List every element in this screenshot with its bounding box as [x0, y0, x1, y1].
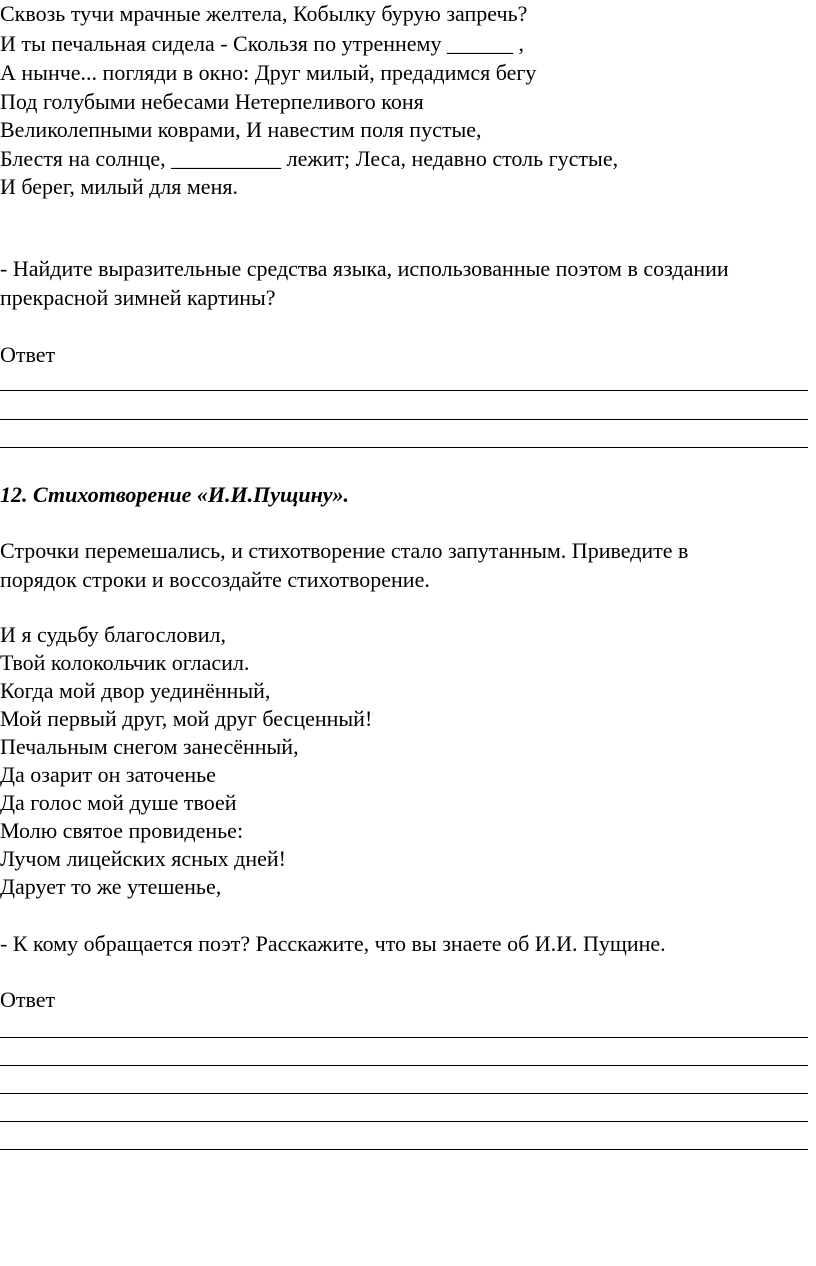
poem2-line: Дарует то же утешенье, — [0, 874, 222, 899]
poem1-line: Великолепными коврами, И навестим поля пустые, — [0, 117, 482, 142]
poem1-line: И ты печальная сидела - Скользя по утреннему ______ , — [0, 31, 524, 56]
answer1-line[interactable] — [0, 419, 808, 420]
instruction-line: порядок строки и воссоздайте стихотворение. — [0, 567, 430, 592]
poem2-line: И я судьбу благословил, — [0, 622, 226, 647]
answer2-line[interactable] — [0, 1037, 808, 1038]
poem2-line: Печальным снегом занесённый, — [0, 734, 299, 759]
answer2-line[interactable] — [0, 1121, 808, 1122]
answer2-line[interactable] — [0, 1065, 808, 1066]
poem2-line: Когда мой двор уединённый, — [0, 678, 271, 703]
answer2-line[interactable] — [0, 1093, 808, 1094]
question1-line: - Найдите выразительные средства языка, использованные поэтом в создании — [0, 256, 729, 281]
answer2-line[interactable] — [0, 1149, 808, 1150]
poem2-line: Лучом лицейских ясных дней! — [0, 846, 286, 871]
poem1-line: Под голубыми небесами Нетерпеливого коня — [0, 89, 424, 114]
poem2-line: Твой колокольчик огласил. — [0, 650, 250, 675]
poem2-line: Молю святое провиденье: — [0, 818, 244, 843]
poem2-line: Мой первый друг, мой друг бесценный! — [0, 706, 373, 731]
poem1-line: А нынче... погляди в окно: Друг милый, предадимся бегу — [0, 60, 537, 85]
poem2-line: Да озарит он заточенье — [0, 762, 216, 787]
answer1-label: Ответ — [0, 342, 56, 367]
poem2-line: Да голос мой душе твоей — [0, 790, 237, 815]
section-heading: 12. Стихотворение «И.И.Пущину». — [0, 482, 350, 507]
answer1-line[interactable] — [0, 390, 808, 391]
answer2-label: Ответ — [0, 987, 56, 1012]
poem1-line: Блестя на солнце, __________ лежит; Леса, недавно столь густые, — [0, 146, 619, 171]
poem1-line: И берег, милый для меня. — [0, 174, 238, 199]
answer1-line[interactable] — [0, 447, 808, 448]
instruction-line: Строчки перемешались, и стихотворение стало запутанным. Приведите в — [0, 538, 689, 563]
question1-line: прекрасной зимней картины? — [0, 285, 276, 310]
poem1-line: Сквозь тучи мрачные желтела, Кобылку бурую запречь? — [0, 1, 528, 26]
question2-line: - К кому обращается поэт? Расскажите, что вы знаете об И.И. Пущине. — [0, 931, 666, 956]
